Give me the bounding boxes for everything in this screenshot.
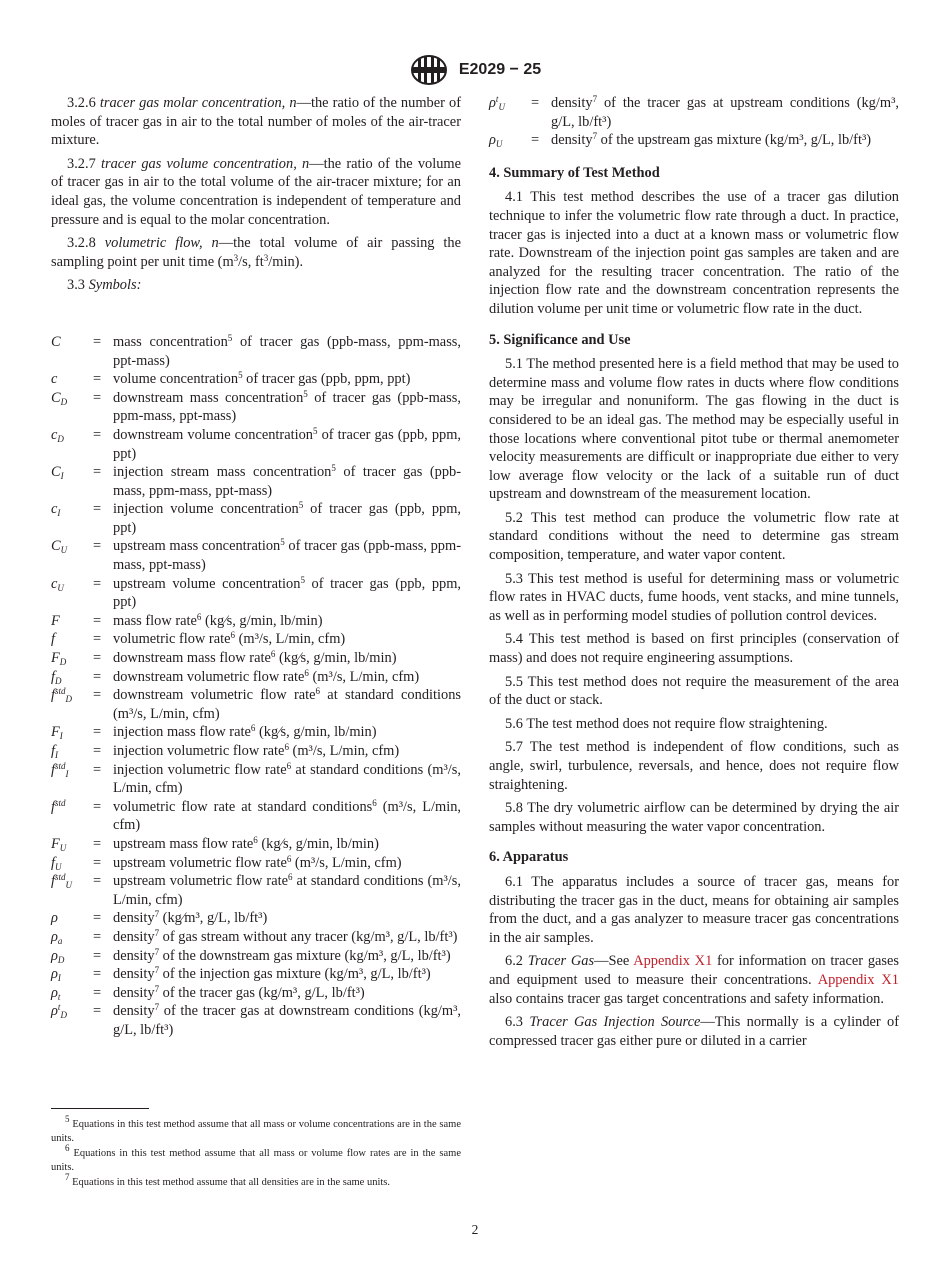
symbol-definition: $C_I$ = injection stream mass concentration$^5$ of tracer gas (ppb-mass, ppm-mass, ppt-mass) (51, 463, 461, 499)
symbol: $f^{std}_D$ (51, 686, 73, 705)
paragraph-5-2: 5.2 This test method can produce the volumetric flow rate at standard conditions without the need to determine gas stream composition, temperature, and water vapor content. (489, 509, 899, 564)
symbols-list (51, 333, 461, 1040)
section-6-heading: 6. Apparatus (489, 849, 569, 866)
symbol-definition: $\rho^t_D$ = density$^7$ of the tracer gas at downstream conditions (kg/m³, g/L, lb/ft³) (51, 1002, 461, 1038)
symbol-definition: $\rho_D$ = density$^7$ of the downstream gas mixture (kg/m³, g/L, lb/ft³) (51, 946, 451, 965)
symbol-definition: $f_U$ = upstream volumetric flow rate$^6$ (m³/s, L/min, cfm) (51, 853, 402, 872)
symbol-definition: $f_I$ = injection volumetric flow rate$^6$ (m³/s, L/min, cfm) (51, 742, 400, 760)
symbol: F (51, 612, 60, 629)
symbol: $C_D$ (51, 389, 68, 407)
symbol-definition: c = volume concentration$^5$ of tracer gas (ppb, ppm, ppt) (51, 370, 411, 388)
paragraph-6-2: 6.2 Tracer Gas—See Appendix X1 for information on tracer gases and equipment used to measure their concentrations. Appendix X1 also contains tracer gas target concentrations and safety information. (489, 953, 899, 1007)
section-5-heading: 5. Significance and Use (489, 331, 631, 348)
symbol-definition: $\rho_U$ = density$^7$ of the upstream gas mixture (kg/m³, g/L, lb/ft³) (489, 131, 872, 150)
symbol: $\rho_D$ (51, 947, 65, 965)
symbol-definition: C = mass concentration$^5$ of tracer gas (ppb-mass, ppm-mass, ppt-mass) (51, 332, 461, 369)
symbol: $\rho_t$ (51, 984, 61, 1002)
symbol: c (51, 371, 58, 388)
symbol-definition: ρ = density$^7$ (kg⁄m³, g/L, lb/ft³) (51, 909, 268, 927)
definition-3-2-6: 3.2.6 tracer gas molar concentration, n—the ratio of the number of moles of tracer gas in air to the total number of moles of the air-tracer mixture. (51, 95, 461, 149)
paragraph-6-3: 6.3 Tracer Gas Injection Source—This normally is a cylinder of compressed tracer gas either pure or diluted in a carrier (489, 1014, 899, 1049)
footnote-5: $^5$ Equations in this test method assume that all mass or volume concentrations are in the same units. (51, 1114, 461, 1144)
paragraph-5-6: 5.6 The test method does not require flow straightening. (505, 715, 828, 732)
symbol: f (51, 631, 55, 648)
paragraph-5-4: 5.4 This test method is based on first principles (conservation of mass) and does not require engineering assumptions. (489, 631, 899, 667)
paragraph-5-5: 5.5 This test method does not require the measurement of the area of the duct or stack. (489, 673, 899, 709)
symbol: $c_I$ (51, 501, 61, 519)
paragraph-5-3: 5.3 This test method is useful for determining mass or volumetric flow rates in HVAC ducts, fume hoods, vent stacks, and mine tunnels, as well as in performing model studies of pollution control devices. (489, 570, 899, 624)
symbol: C (51, 333, 61, 350)
paragraph-6-1: 6.1 The apparatus includes a source of tracer gas, means for distributing the tracer gas in the duct, means for obtaining air samples from the duct, and a gas analyzer to measure tracer gas concentrations in the air samples. (489, 873, 899, 946)
symbol: $F_D$ (51, 650, 67, 668)
symbol: $C_I$ (51, 464, 64, 482)
symbol: $f^{std}_I$ (51, 760, 69, 779)
symbol: $f_D$ (51, 668, 62, 686)
symbol: ρ (51, 910, 58, 927)
symbols-list-continued (489, 94, 899, 150)
symbol-definition: $f^{std}_D$ = downstream volumetric flow rate$^6$ at standard conditions (m³/s, L/min, cfm) (51, 686, 461, 722)
symbol: $\rho_U$ (489, 132, 503, 150)
footnote-6: $^6$ Equations in this test method assume that all mass or volume flow rates are in the same units. (51, 1143, 461, 1173)
symbol: $F_I$ (51, 724, 63, 742)
footnote-divider (51, 1108, 149, 1109)
symbol-definition: $F_I$ = injection mass flow rate$^6$ (kg⁄s, g/min, lb/min) (51, 723, 377, 742)
paragraph-4-1: 4.1 This test method describes the use of a tracer gas dilution technique to infer the volumetric flow rate through a duct. In practice, tracer gas is injected into a duct at a known mass or volumetric flow rate. Downstream of the injection point gas samples are taken and are analyzed for the resulting tracer concentration. The ratio of the injection flow rate and the downstream concentration represents the dilution volume per unit time or volumetric flow rate in the duct. (489, 189, 899, 317)
paragraph-5-1: 5.1 The method presented here is a field method that may be used to determine mass and volume flow rates in ducts where flow conditions may be irregular and nonuniform. The gas flowing in the duct is considered to be an ideal gas. The method may be especially useful in those locations where conventional pitot tube or thermal anemometer velocity measurements are difficult or inappropriate due either to very low average flow velocity or the lack of a suitable run of duct upstream and downstream of the measurement location. (489, 356, 899, 503)
paragraph-5-8: 5.8 The dry volumetric airflow can be determined by drying the air samples without measuring the water vapor concentration. (489, 800, 899, 835)
symbol: $f^{std}_U$ (51, 872, 73, 891)
symbol-definition: $\rho^t_U$ = density$^7$ of the tracer gas at upstream conditions (kg/m³, g/L, lb/ft³) (489, 94, 899, 130)
symbol-definition: $f^{std}_I$ = injection volumetric flow rate$^6$ at standard conditions (m³/s, L/min, cfm) (51, 760, 461, 797)
definition-3-2-7: 3.2.7 tracer gas volume concentration, n—the ratio of the volume of tracer gas in air to the total volume of the air-tracer mixture; for an ideal gas, the volume concentration is independent of temperature and pressure and is equal to the molar concentration. (51, 155, 462, 228)
page-header (0, 54, 950, 86)
symbol-definition: $f^{std}_U$ = upstream volumetric flow rate$^6$ at standard conditions (m³/s, L/min, cfm) (51, 872, 462, 908)
symbol: $f_I$ (51, 743, 58, 760)
symbol-definition: $\rho_t$ = density$^7$ of the tracer gas (kg/m³, g/L, lb/ft³) (51, 983, 365, 1002)
symbol: $\rho_a$ (51, 928, 63, 946)
symbol-definition: $c_D$ = downstream volume concentration$^5$ of tracer gas (ppb, ppm, ppt) (51, 425, 462, 462)
symbol-definition: $c_U$ = upstream volume concentration$^5$ of tracer gas (ppb, ppm, ppt) (51, 574, 462, 611)
appendix-x1-link[interactable]: Appendix X1 (633, 953, 713, 970)
right-column (489, 94, 899, 1055)
symbol: $f^{std}$ (51, 797, 66, 815)
symbol: $C_U$ (51, 538, 68, 556)
symbol: $F_U$ (51, 835, 67, 853)
symbol-definition: $C_D$ = downstream mass concentration$^5$ of tracer gas (ppb-mass, ppm-mass, ppt-mass) (51, 388, 461, 425)
symbol: $\rho_I$ (51, 966, 61, 984)
symbol-definition: $f^{std}$ = volumetric flow rate at standard conditions$^6$ (m³/s, L/min, cfm) (51, 797, 461, 834)
symbol: $c_D$ (51, 426, 64, 444)
symbol-definition: $F_D$ = downstream mass flow rate$^6$ (kg⁄s, g/min, lb/min) (51, 649, 397, 668)
page-number: 2 (471, 1222, 479, 1237)
symbol-definition: $C_U$ = upstream mass concentration$^5$ of tracer gas (ppb-mass, ppm-mass, ppt-mass) (51, 537, 461, 574)
symbol-definition: $F_U$ = upstream mass flow rate$^6$ (kg⁄s, g/min, lb/min) (51, 834, 379, 853)
symbol: $c_U$ (51, 575, 64, 593)
astm-logo-icon (409, 54, 449, 86)
symbol: $f_U$ (51, 854, 62, 872)
definition-3-2-8: 3.2.8 volumetric flow, n—the total volume of air passing the sampling point per unit time ($m^3/s$, $ft^3/\min$). (51, 235, 461, 270)
symbol-definition: $c_I$ = injection volume concentration$^5$ of tracer gas (ppb, ppm, ppt) (51, 500, 461, 536)
symbol-definition: $f_D$ = downstream volumetric flow rate$^6$ (m³/s, L/min, cfm) (51, 667, 420, 686)
left-column (51, 94, 461, 1040)
symbol: $\rho^t_D$ (51, 1002, 67, 1021)
section-5-body (489, 355, 899, 836)
document-id: E2029 − 25 (458, 61, 542, 78)
paragraph-5-7: 5.7 The test method is independent of flow conditions, such as angle, swirl, turbulence, reversals, and hence, does not require flow straightening. (489, 739, 899, 793)
footnote-7: $^7$ Equations in this test method assume that all densities are in the same units. (65, 1172, 390, 1188)
section-4-heading: 4. Summary of Test Method (489, 164, 660, 181)
symbols-heading: 3.3 Symbols: (67, 277, 142, 294)
footnotes (51, 1114, 461, 1192)
symbol-definition: f = volumetric flow rate$^6$ (m³/s, L/min, cfm) (51, 630, 346, 648)
appendix-x1-link-2[interactable]: Appendix X1 (817, 971, 899, 988)
symbol-definition: $\rho_I$ = density$^7$ of the injection gas mixture (kg/m³, g/L, lb/ft³) (51, 965, 431, 984)
symbol: $\rho^t_U$ (489, 94, 505, 112)
symbol-definition: $\rho_a$ = density$^7$ of gas stream without any tracer (kg/m³, g/L, lb/ft³) (51, 927, 458, 946)
symbol-definition: F = mass flow rate$^6$ (kg⁄s, g/min, lb/min) (51, 611, 323, 629)
